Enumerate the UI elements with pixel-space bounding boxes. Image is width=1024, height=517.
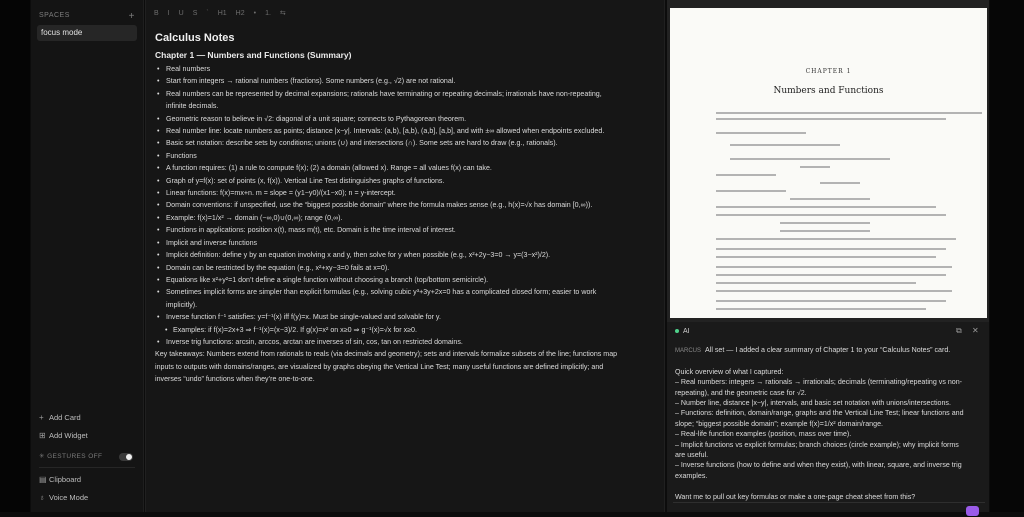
pdf-text-line [716, 290, 952, 292]
pdf-text-line [716, 112, 982, 114]
summary-line: inputs to outputs with domains/ranges, are visualized by graphs obeying the Vertical Line Test; many useful functions are defined implicitly; and [155, 362, 604, 371]
clipboard-button[interactable] [39, 474, 81, 486]
microphone-icon: ♁ [39, 493, 45, 502]
popout-icon[interactable]: ⧉ [956, 326, 962, 335]
close-icon[interactable]: ✕ [972, 326, 979, 335]
ai-title: AI [683, 328, 690, 335]
message-line [675, 356, 979, 366]
pdf-text-line [716, 248, 946, 250]
chat-input[interactable] [673, 502, 985, 517]
list-item: • A function requires: (1) a rule to compute f(x); (2) a domain (allowed x). Range = all values f(x) can take. [155, 162, 655, 174]
h1-button[interactable]: H1 [217, 10, 227, 17]
add-widget-button[interactable] [39, 430, 88, 442]
list-item: • Functions in applications: position x(t), mass m(t), etc. Domain is the time interval of interest. [155, 224, 655, 236]
voice-mode-button[interactable] [39, 492, 88, 504]
message-line: repeating), and the geometric case for √2. [675, 388, 807, 397]
clipboard-label: Clipboard [49, 475, 82, 484]
list-item: • Geometric reason to believe in √2: diagonal of a unit square; connects to Pythagorean theorem. [155, 113, 655, 125]
list-item: • Domain can be restricted by the equation (e.g., x²+xy−3=0 fails at x=0). [155, 262, 655, 274]
message-line: – Inverse functions (how to define and when they exist), with linear, square, and inverse trig [675, 461, 962, 470]
pdf-text-line [716, 238, 956, 240]
code-button[interactable]: ` [206, 10, 209, 17]
list-item: infinite decimals. [166, 102, 219, 111]
plus-icon: + [39, 413, 44, 422]
app-rail [0, 0, 30, 512]
message-line: – Real-life function examples (position, mass over time). [675, 430, 852, 439]
list-item: • Sometimes implicit forms are simpler than explicit formulas (e.g., solving cubic y³+3y+2x=0 has a complicated closed form; easier to work [155, 286, 655, 298]
list-item: • Example: f(x)=1/x² → domain (−∞,0)∪(0,∞); range (0,∞). [155, 212, 655, 224]
gestures-toggle[interactable] [119, 453, 133, 461]
ai-header [675, 328, 690, 335]
list-item: • Graph of y=f(x): set of points (x, f(x)). Vertical Line Test distinguishes graphs of functions. [155, 175, 655, 187]
list-item: • Domain conventions: if unspecified, use the “biggest possible domain” where the formula makes sense (e.g., h(x)=√x has domain [0,∞)). [155, 199, 655, 211]
pdf-text-line [716, 190, 786, 192]
message-line: – Functions: definition, domain/range, graphs and the Vertical Line Test; linear functions and [675, 409, 964, 418]
italic-button[interactable]: I [167, 10, 170, 17]
add-widget-label: Add Widget [49, 431, 88, 440]
pdf-text-line [716, 256, 936, 258]
right-rail [990, 0, 1024, 512]
sparkle-icon: ✳ [39, 453, 48, 460]
pdf-chapter-label: CHAPTER 1 [805, 68, 852, 75]
notes-editor[interactable] [145, 0, 665, 512]
pdf-text-line [716, 274, 946, 276]
list-item: • Inverse trig functions: arcsin, arccos, arctan are inverses of sin, cos, tan on restricted domains. [155, 336, 655, 348]
status-dot-icon [675, 329, 679, 333]
gestures-label: GESTURES OFF [47, 453, 103, 460]
bold-button[interactable]: B [154, 10, 159, 17]
clipboard-icon: ▤ [39, 475, 47, 484]
right-panel [667, 0, 989, 512]
pdf-text-line [716, 206, 936, 208]
pdf-text-line [820, 182, 860, 184]
message-line: – Real numbers: integers → rationals → irrationals; decimals (terminating/repeating vs non- [675, 378, 963, 387]
pdf-text-line [780, 222, 870, 224]
list-item: • Start from integers → rational numbers (fractions). Some numbers (e.g., √2) are not rational. [155, 75, 655, 87]
pdf-text-line [716, 308, 926, 310]
list-item: • Linear functions: f(x)=mx+n. m = slope = (y1−y0)/(x1−x0); n = y-intercept. [155, 187, 655, 199]
h2-button[interactable]: H2 [235, 10, 245, 17]
sender-name: MARCUS [675, 348, 702, 354]
pdf-text-line [800, 166, 830, 168]
list-item: • Inverse function f⁻¹ satisfies: y=f⁻¹(x) iff f(y)=x. Must be single-valued and solvable for y. [155, 311, 655, 323]
pdf-text-line [716, 282, 916, 284]
pdf-text-line [716, 214, 946, 216]
message-text: All set — I added a clear summary of Chapter 1 to your “Calculus Notes” card. [705, 346, 951, 354]
pdf-text-line [730, 158, 890, 160]
pdf-text-line [716, 300, 946, 302]
list-item: implicitly). [166, 300, 198, 309]
voice-mode-label: Voice Mode [49, 493, 89, 502]
list-item: • Examples: if f(x)=2x+3 ⇒ f⁻¹(x)=(x−3)/2. If g(x)=x² on x≥0 ⇒ g⁻¹(x)=√x for x≥0. [155, 324, 655, 336]
note-heading: Chapter 1 — Numbers and Functions (Summary) [155, 50, 352, 60]
note-body [155, 63, 655, 386]
pdf-chapter-title: Numbers and Functions [773, 86, 884, 96]
bullet-list-button[interactable]: • [253, 10, 257, 17]
message-line: slope; “biggest possible domain”; example f(x)=1/x² domain/range. [675, 419, 883, 428]
message-line [675, 481, 979, 491]
list-item: • Real number line: locate numbers as points; distance |x−y|. Intervals: (a,b), [a,b), (a,b], [a,b], and with ±∞ allowed when endpoints excluded. [155, 125, 655, 137]
gestures-toggle-row [39, 451, 135, 463]
summary-line: inverses “undo” functions when they’re one-to-one. [155, 375, 315, 384]
list-item: • Real numbers can be represented by decimal expansions; rationals have terminating or repeating decimals; irrationals have non-repeating, [155, 88, 655, 100]
widget-icon: ⊞ [39, 431, 46, 440]
list-item: • Implicit and inverse functions [155, 237, 655, 249]
sidebar [31, 0, 144, 512]
spaces-header [39, 12, 135, 22]
list-item: • Implicit definition: define y by an equation involving x and y, then solve for y when possible (e.g., x²+2y−3=0 → y=(3−x²)/2). [155, 249, 655, 261]
note-title: Calculus Notes [155, 32, 235, 44]
pdf-text-line [716, 118, 946, 120]
pdf-text-line [716, 266, 952, 268]
message-line: – Number line, distance |x−y|, intervals, and basic set notation with unions/intersections. [675, 399, 951, 408]
numbered-list-button[interactable]: 1. [265, 10, 271, 17]
add-card-label: Add Card [49, 413, 81, 422]
list-item: • Basic set notation: describe sets by conditions; unions (∪) and intersections (∩). Some sets are hard to draw (e.g., rationals). [155, 137, 655, 149]
divider [39, 467, 135, 468]
pdf-text-line [716, 174, 776, 176]
message-line: Quick overview of what I captured: [675, 367, 784, 376]
space-item-focus-mode[interactable]: focus mode [37, 25, 137, 41]
message-line [675, 345, 979, 356]
add-card-button[interactable] [39, 412, 81, 424]
message-line: examples. [675, 471, 708, 480]
summary-line: Key takeaways: Numbers extend from rationals to reals (via decimals and geometry); sets and intervals formalize subsets of the line; functions map [155, 350, 618, 359]
pdf-text-line [716, 132, 806, 134]
pdf-text-line [780, 230, 870, 232]
add-space-button[interactable]: + [128, 11, 135, 22]
underline-button[interactable]: U [178, 10, 184, 17]
format-toolbar [154, 9, 295, 19]
pdf-text-line [730, 144, 840, 146]
pdf-text-line [790, 198, 870, 200]
message-line: – Implicit functions vs explicit formulas; branch choices (circle example); why implicit forms [675, 440, 959, 449]
ai-chat-panel [667, 322, 989, 512]
list-item: • Equations like x²+y²=1 don’t define a single function without choosing a branch (top/bottom semicircle). [155, 274, 655, 286]
message-line: are useful. [675, 451, 709, 460]
send-button[interactable] [966, 506, 979, 516]
message-line: Want me to pull out key formulas or make a one-page cheat sheet from this? [675, 492, 916, 501]
ai-message [675, 345, 979, 502]
pdf-preview[interactable] [670, 8, 987, 318]
strikethrough-button[interactable]: S [192, 10, 198, 17]
list-item: • Real numbers [155, 63, 655, 75]
indent-button[interactable]: ⇆ [279, 10, 286, 17]
list-item: • Functions [155, 150, 655, 162]
spaces-label: SPACES [39, 12, 70, 19]
